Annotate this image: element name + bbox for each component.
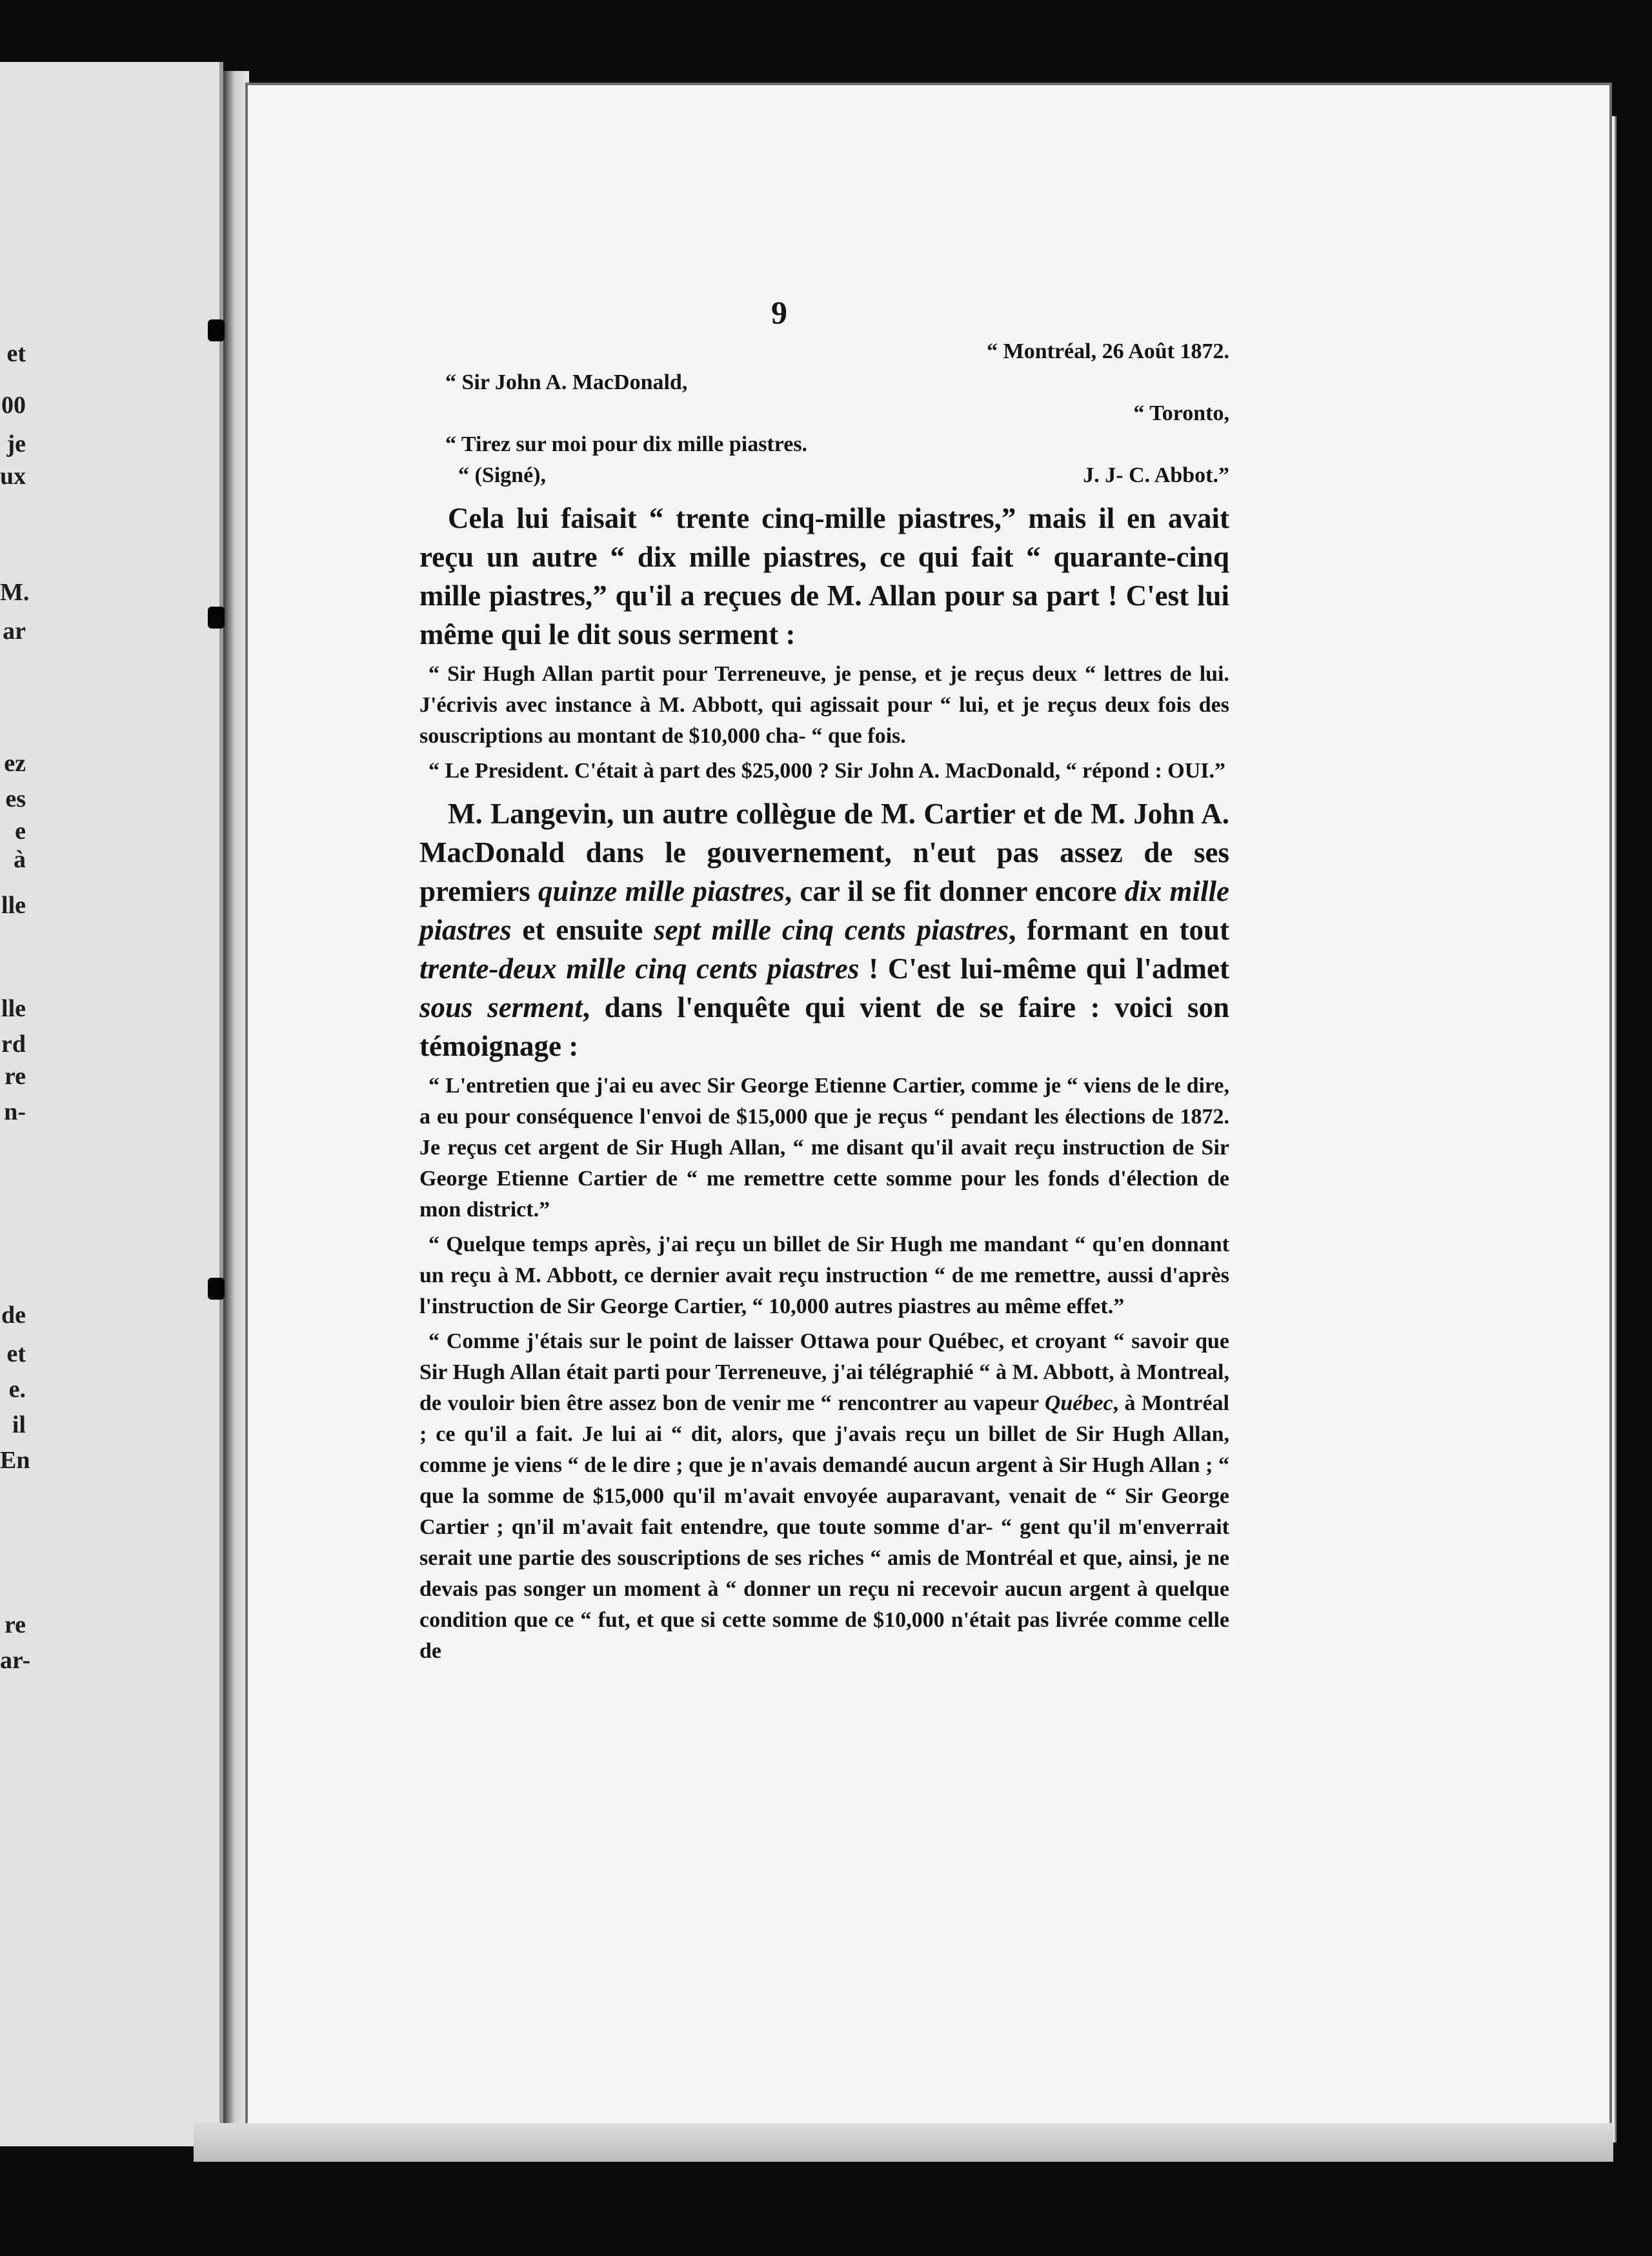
left-page-fragment: ar (3, 618, 26, 645)
left-page-fragment: re (4, 1611, 26, 1638)
paragraph-2 (419, 794, 1229, 1065)
quote-italic: Québec (1044, 1391, 1113, 1415)
left-page-fragment: e à (14, 818, 26, 873)
quote-allan-letters: “ Sir Hugh Allan partit pour Terreneuve, je pense, et je reçus deux “ lettres de lui. J'écrivis avec instance à M. Abbott, qui agissait pour “ lui, et je reçus deux fois des souscriptions au montant de $10,000 cha- “ que fois. (419, 662, 1229, 748)
left-page-fragment: je (6, 430, 26, 458)
letter-signature: J. J- C. Abbot.” (1083, 463, 1229, 487)
letter-salutation: “ Sir John A. MacDonald, (445, 370, 688, 394)
paragraph-2-text: et ensuite (511, 914, 654, 946)
paragraph-2-italic: trente-deux mille cinq cents piastres (419, 952, 860, 985)
left-page-fragment: re (4, 1063, 26, 1090)
left-page-fragment: de (1, 1302, 26, 1329)
paragraph-2-italic: dix mille piastres (419, 875, 1229, 946)
paragraph-2-text: , car il se fit donner encore (784, 875, 1125, 907)
left-page-fragment: lle (1, 995, 26, 1022)
paragraph-2-italic: quinze mille piastres (538, 875, 785, 907)
left-page-fragment: ux (0, 463, 26, 490)
left-page (0, 62, 223, 2146)
page-text (419, 294, 1229, 1671)
quote-langevin-2: “ Quelque temps après, j'ai reçu un billet de Sir Hugh me mandant “ qu'en donnant un reçu à M. Abbott, ce dernier avait reçu instruction “ de me remettre, aussi d'après l'instruction de Sir George Cartier, “ 10,000 autres piastres au même effet.” (419, 1233, 1229, 1318)
left-page-fragment: es (5, 785, 26, 812)
left-page-fragment: 00 (1, 392, 26, 419)
left-page-fragment: e. (8, 1376, 26, 1403)
left-page-fragment: En (0, 1447, 30, 1474)
quote-text: “ Comme j'étais sur le point de laisser Ottawa pour Québec, et croyant “ savoir que Sir Hugh Allan était parti pour Terreneuve, j'ai télégraphié “ à M. Abbott, à Montreal, de vouloir bien être assez bon de venir me “ rencontrer au vapeur (419, 1329, 1229, 1415)
letter-quotation (419, 336, 1229, 491)
quote-langevin-1: “ L'entretien que j'ai eu avec Sir George Etienne Cartier, comme je “ viens de le dire, a eu pour conséquence l'envoi de $15,000 que je reçus “ pendant les élections de 1872. Je reçus cet argent de Sir Hugh Allan, “ me disant qu'il avait reçu instruction de Sir George Etienne Cartier de “ me remettre cette somme pour les fonds d'élection de mon district.” (419, 1074, 1229, 1222)
letter-instruction: “ Tirez sur moi pour dix mille piastres. (445, 432, 808, 456)
page-number: 9 (771, 294, 787, 330)
paragraph-2-italic: sept mille cinq cents piastres (654, 914, 1009, 946)
paragraph-2-text: M. Langevin, un autre collègue de M. Cartier et de M. John A. MacDonald dans le gouvernement, n'eut pas assez de ses premiers (419, 798, 1229, 907)
letter-signature-row (419, 460, 1229, 491)
binding-mark (208, 607, 225, 629)
quote-text: , à Montréal ; ce qu'il a fait. Je lui ai “ dit, alors, que j'avais reçu un billet de Sir Hugh Allan, comme je viens “ de le dire ; que je n'avais demandé aucun argent à Sir Hugh Allan ; “ que la somme de $15,000 qu'il m'avait envoyée auparavant, venait de “ Sir George Cartier ; qn'il m'avait fait entendre, que toute somme d'ar- “ gent qu'il m'enverrait serait une partie des souscriptions de ses riches “ amis de Montréal et que, ainsi, je ne devais pas songer un moment à “ donner un reçu ni recevoir aucun argent à quelque condition que ce “ fut, et que si cette somme de $10,000 n'était pas livrée comme celle de (419, 1391, 1229, 1663)
left-page-fragment: et (6, 1340, 26, 1367)
left-page-fragment: rd (1, 1031, 26, 1058)
binding-mark (208, 319, 225, 341)
paragraph-1: Cela lui faisait “ trente cinq-mille piastres,” mais il en avait reçu un autre “ dix mille piastres, ce qui fait “ quarante-cinq mille piastres,” qu'il a reçues de M. Allan pour sa part ! C'est lui même qui le dit sous serment : (419, 502, 1229, 650)
left-page-fragment: M. (0, 579, 30, 606)
paragraph-2-italic: sous serment (419, 991, 583, 1023)
left-page-fragment: lle (1, 892, 26, 919)
left-page-fragment: ez (4, 750, 26, 777)
left-page-fragment: et (6, 340, 26, 367)
left-page-fragment: n- (4, 1098, 26, 1125)
paragraph-2-text: , formant en tout (1009, 914, 1229, 946)
left-page-fragment: ar- (0, 1647, 31, 1674)
quote-president: “ Le President. C'était à part des $25,000 ? Sir John A. MacDonald, “ répond : OUI.” (428, 759, 1226, 783)
letter-dateline: “ Montréal, 26 Août 1872. (987, 339, 1229, 363)
paragraph-2-text: , dans l'enquête qui vient de se faire : voici son témoignage : (419, 991, 1229, 1062)
binding-mark (208, 1278, 225, 1300)
letter-city: “ Toronto, (1133, 401, 1229, 425)
quote-langevin-3 (419, 1326, 1229, 1667)
page-bottom-fold (194, 2123, 1613, 2162)
letter-signed-label: “ (Signé), (458, 463, 546, 487)
left-page-fragment: il (12, 1411, 26, 1438)
paragraph-2-text: ! C'est lui-même qui l'admet (859, 952, 1229, 985)
